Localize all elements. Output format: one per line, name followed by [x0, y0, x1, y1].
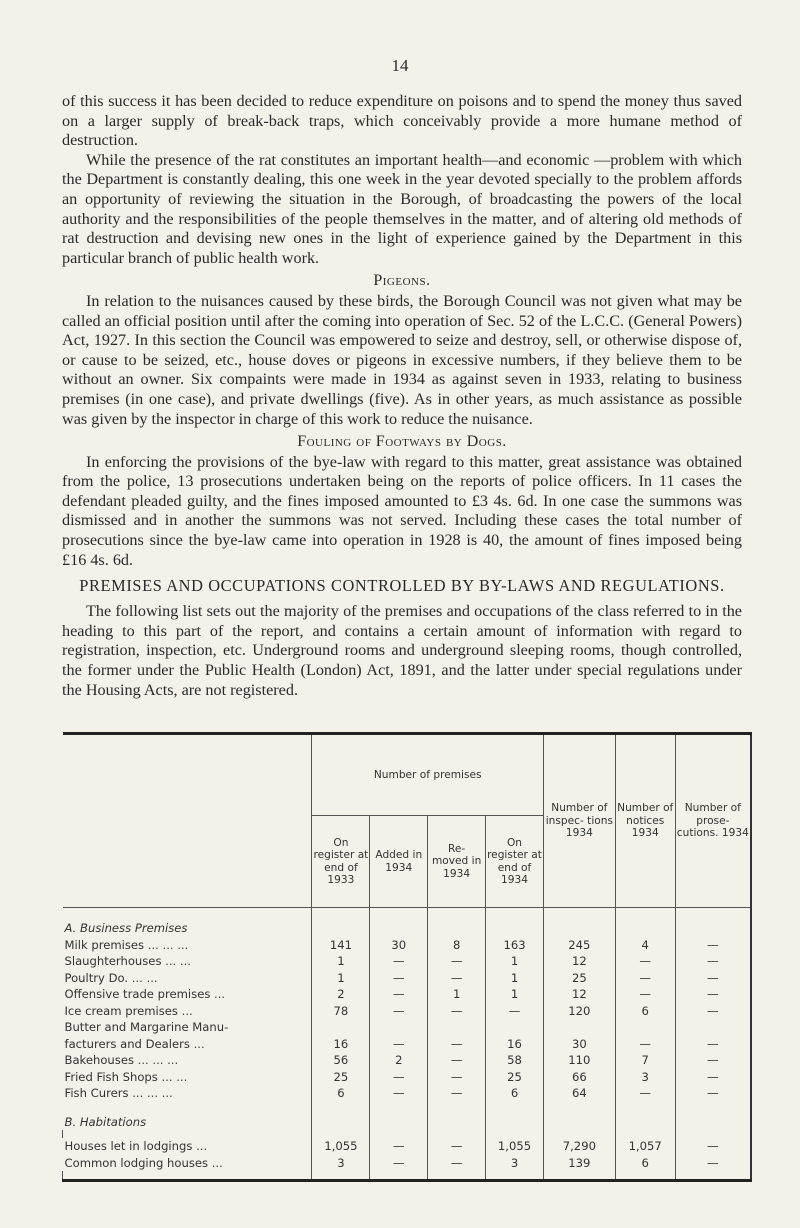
table-cell: —	[675, 1036, 751, 1053]
row-label-text: Common lodging houses	[64, 1155, 209, 1170]
table-cell: —	[370, 953, 428, 970]
table-cell	[675, 1019, 751, 1036]
premises-table	[62, 732, 752, 1182]
table-cell: 78	[312, 1003, 370, 1020]
row-label	[63, 953, 312, 970]
table-cell: 1,055	[312, 1138, 370, 1155]
row-label-text: Ice cream premises	[64, 1003, 178, 1018]
table-cell: —	[675, 970, 751, 987]
paragraph: While the presence of the rat constitutes an important health—and economic —problem with which the Department is constantly dealing, this one week in the year devoted specially to the problem affords an opportunity of reviewing the situation in the Borough, of broadcasting the powers of the local authority and the responsibilities of the people themselves in the matter, and of altering old methods of rat destruction and devising new ones in the light of experience gained by the Department in this particular branch of public health work.	[62, 150, 742, 267]
table-cell: 1	[428, 986, 486, 1003]
table-row	[63, 1036, 752, 1053]
table-cell: —	[675, 953, 751, 970]
table-cell: 139	[543, 1155, 615, 1172]
row-label	[63, 970, 312, 987]
table-cell: 110	[543, 1052, 615, 1069]
table-cell: 66	[543, 1069, 615, 1086]
leader-dots: ... ... ...	[144, 937, 189, 952]
section-heading-fouling: Fouling of Footways by Dogs.	[297, 433, 507, 451]
table-cell: 1	[486, 986, 544, 1003]
table-cell: —	[428, 1155, 486, 1172]
table-cell: 58	[486, 1052, 544, 1069]
table-cell: 1,057	[615, 1138, 675, 1155]
table-cell: —	[428, 1036, 486, 1053]
table-cell: —	[675, 986, 751, 1003]
table-cell: —	[615, 1036, 675, 1053]
row-label-text: Offensive trade premises	[64, 987, 211, 1001]
table-cell: 16	[312, 1036, 370, 1053]
table-cell: —	[675, 1155, 751, 1172]
table-cell: 16	[486, 1036, 544, 1053]
header-number-of-premises: Number of premises	[312, 734, 543, 816]
row-label	[63, 1052, 312, 1069]
row-label	[63, 1003, 312, 1020]
row-label	[63, 986, 312, 1003]
table-cell: —	[675, 1069, 751, 1086]
table-cell: 1,055	[486, 1138, 544, 1155]
table-row	[63, 1155, 752, 1172]
major-heading: PREMISES AND OCCUPATIONS CONTROLLED BY BY-LAWS AND REGULATIONS.	[79, 576, 725, 596]
section-label-business: A. Business Premises	[64, 921, 188, 935]
page-number: 14	[391, 56, 409, 75]
table-cell: —	[370, 986, 428, 1003]
table-cell: 7,290	[543, 1138, 615, 1155]
table-cell: 120	[543, 1003, 615, 1020]
table-cell: 3	[312, 1155, 370, 1172]
table-cell: 30	[543, 1036, 615, 1053]
table-cell: —	[428, 1069, 486, 1086]
leader-dots: ...	[189, 1036, 205, 1051]
table-cell: —	[370, 1138, 428, 1155]
table-row	[63, 937, 752, 954]
table-cell: 30	[370, 937, 428, 954]
table-cell: 6	[615, 1155, 675, 1172]
table-cell: —	[615, 1085, 675, 1102]
header-notices: Number of notices 1934	[615, 734, 675, 908]
table-cell: —	[486, 1003, 544, 1020]
paragraph: In relation to the nuisances caused by these birds, the Borough Council was not given what may be called an official position until after the coming into operation of Sec. 52 of the L.C.C. (General Powers) Act, 1927. In this section the Council was empowered to seize and destroy, sell, or otherwise dispose of, or cause to be seized, etc., house doves or pigeons in excessive numbers, if they believe them to be without an owner. Six compaints were made in 1934 as against seven in 1933, relating to business premises (in one case), and private dwellings (five). As in other years, as much assistance as possible was given by the inspector in charge of this work to reduce the nuisance.	[62, 291, 742, 428]
table-cell: 1	[312, 970, 370, 987]
table-cell	[370, 1019, 428, 1036]
paragraph: of this success it has been decided to reduce expenditure on poisons and to spend the money thus saved on a larger supply of break-back traps, which conceivably provide a more humane method of destruction.	[62, 92, 742, 150]
table-cell: 1	[312, 953, 370, 970]
table-cell: —	[370, 1003, 428, 1020]
leader-dots: ...	[192, 1139, 208, 1153]
table-cell	[486, 1019, 544, 1036]
row-label-text: Butter and Margarine Manu-	[64, 1020, 229, 1034]
table-cell: 2	[370, 1052, 428, 1069]
row-label	[63, 1138, 312, 1155]
table-cell: —	[428, 953, 486, 970]
leader-dots: ... ... ...	[134, 1053, 179, 1067]
header-inspections: Number of inspec- tions 1934	[543, 734, 615, 908]
paragraph: The following list sets out the majority of the premises and occupations of the class referred to in the heading to this part of the report, and contains a certain amount of information with regard to registration, inspection, etc. Underground rooms and underground sleeping rooms, though controlled, the former under the Public Health (London) Act, 1891, and the latter under special regulations under the Housing Acts, are not registered.	[62, 602, 742, 699]
leader-dots: ... ... ...	[128, 1086, 173, 1100]
table-row	[63, 1069, 752, 1086]
premises-table-wrap	[62, 732, 752, 1182]
table-cell: —	[428, 970, 486, 987]
table-cell: 25	[312, 1069, 370, 1086]
row-label-text: Milk premises	[64, 937, 145, 952]
table-cell: —	[675, 1138, 751, 1155]
leader-dots: ... ...	[157, 1069, 188, 1084]
table-cell: 64	[543, 1085, 615, 1102]
table-row	[63, 970, 752, 987]
table-cell: 1	[486, 953, 544, 970]
body-text	[62, 92, 742, 700]
table-cell: —	[675, 1003, 751, 1020]
table-cell: 25	[486, 1069, 544, 1086]
table-row	[63, 986, 752, 1003]
table-cell: —	[675, 937, 751, 954]
row-label-text: facturers and Dealers	[64, 1036, 190, 1051]
table-cell: 7	[615, 1052, 675, 1069]
header-on-register-1934: On register at end of 1934	[486, 816, 544, 908]
row-label	[63, 1069, 312, 1086]
table-cell: —	[615, 986, 675, 1003]
table-cell: 6	[615, 1003, 675, 1020]
table-cell: 56	[312, 1052, 370, 1069]
table-cell: —	[370, 970, 428, 987]
header-removed: Re- moved in 1934	[428, 816, 486, 908]
table-cell: 25	[543, 970, 615, 987]
table-cell: —	[428, 1138, 486, 1155]
leader-dots: ... ...	[128, 970, 158, 985]
table-cell: 3	[615, 1069, 675, 1086]
table-cell: 3	[486, 1155, 544, 1172]
leader-dots: ... ...	[161, 954, 191, 968]
table-cell: 6	[312, 1085, 370, 1102]
table-cell: 4	[615, 937, 675, 954]
table-cell	[312, 1019, 370, 1036]
table-cell: 8	[428, 937, 486, 954]
leader-dots: ...	[177, 1003, 193, 1018]
table-cell	[428, 1019, 486, 1036]
row-label-text: Fried Fish Shops	[64, 1069, 158, 1084]
leader-dots: ...	[208, 1155, 223, 1170]
header-prosecutions: Number of prose- cutions. 1934	[675, 734, 751, 908]
table-cell: 1	[486, 970, 544, 987]
header-blank	[63, 734, 312, 908]
header-added: Added in 1934	[370, 816, 428, 908]
table-row	[63, 953, 752, 970]
table-cell: —	[428, 1085, 486, 1102]
table-cell: —	[370, 1069, 428, 1086]
table-row	[63, 1085, 752, 1102]
row-label-text: Slaughterhouses	[64, 954, 162, 968]
table-cell: —	[428, 1003, 486, 1020]
row-label-text: Fish Curers	[64, 1086, 129, 1100]
row-label	[63, 1036, 312, 1053]
table-cell: —	[428, 1052, 486, 1069]
table-cell: —	[370, 1036, 428, 1053]
section-heading-pigeons: Pigeons.	[373, 272, 431, 290]
section-label-habitations: B. Habitations	[64, 1114, 147, 1129]
row-label	[63, 1085, 312, 1102]
table-cell: 245	[543, 937, 615, 954]
table-cell	[615, 1019, 675, 1036]
row-label	[63, 1155, 312, 1172]
table-row	[63, 1052, 752, 1069]
table-cell: —	[615, 970, 675, 987]
row-label	[63, 937, 312, 954]
table-cell: 12	[543, 953, 615, 970]
header-on-register-1933: On register at end of 1933	[312, 816, 370, 908]
table-cell: 141	[312, 937, 370, 954]
table-row	[63, 1019, 752, 1036]
row-label-text: Poultry Do.	[64, 970, 129, 985]
row-label	[63, 1019, 312, 1036]
row-label-text: Houses let in lodgings	[64, 1139, 193, 1153]
table-cell: —	[615, 953, 675, 970]
table-cell: 163	[486, 937, 544, 954]
table-cell: 2	[312, 986, 370, 1003]
table-cell: —	[370, 1155, 428, 1172]
table-cell	[543, 1019, 615, 1036]
table-cell: —	[370, 1085, 428, 1102]
table-cell: 12	[543, 986, 615, 1003]
leader-dots: ...	[210, 987, 226, 1001]
row-label-text: Bakehouses	[64, 1053, 134, 1067]
table-cell: —	[675, 1052, 751, 1069]
table-cell: —	[675, 1085, 751, 1102]
table-row	[63, 1003, 752, 1020]
table-row	[63, 1138, 752, 1155]
table-cell: 6	[486, 1085, 544, 1102]
paragraph: In enforcing the provisions of the bye-law with regard to this matter, great assistance was obtained from the police, 13 prosecutions undertaken being on the reports of police officers. In 11 cases the defendant pleaded guilty, and the fines imposed amounted to £3 4s. 6d. In one case the summons was dismissed and in another the summons was not served. Including these cases the total number of prosecutions since the bye-law came into operation in 1928 is 40, the amount of fines imposed being £16 4s. 6d.	[62, 452, 742, 569]
